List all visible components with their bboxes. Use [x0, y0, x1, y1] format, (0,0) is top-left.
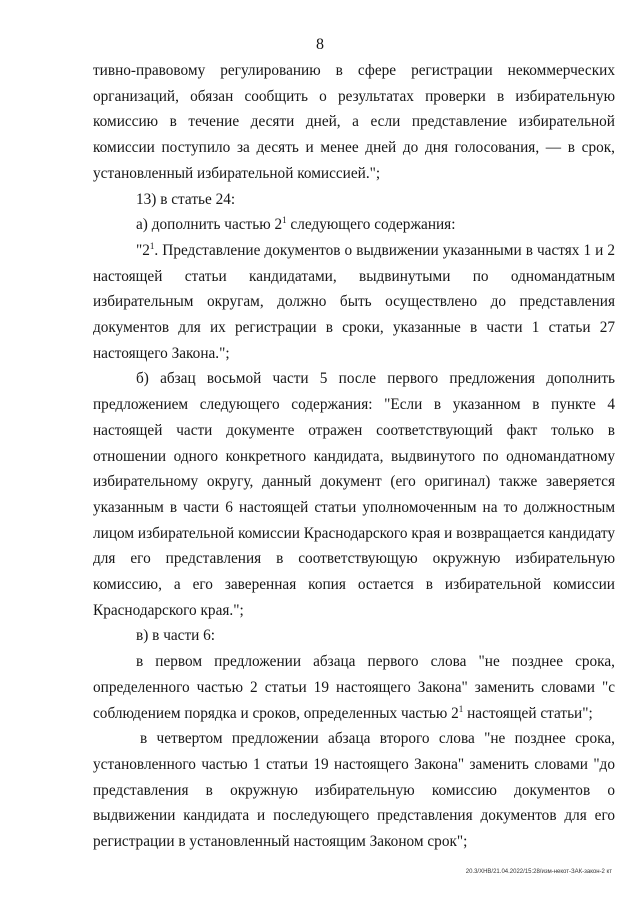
superscript: 1: [149, 240, 155, 251]
paragraph-subitem-b: б) абзац восьмой части 5 после первого предложения дополнить предложением следующего содержания: "Если в указанном в пункте 4 настоящей части документе отражен соответствующий факт только в отношении одного конкретного кандидата, выдвинутого по одномандатному избирательному округу, данный документ (его оригинал) также заверяется указанным в части 6 настоящей статьи уполномоченным на то должностным лицом избирательной комиссии Краснодарского края и возвращается кандидату для его представления в соответствующую окружную избирательную комиссию, а его заверенная копия остается в избирательной комиссии Краснодарского края.";: [93, 370, 615, 619]
text-segment: а) дополнить частью 2: [136, 216, 283, 234]
text-segment: настоящей статьи";: [463, 704, 593, 722]
text-segment: "2: [136, 241, 150, 259]
paragraph-subitem-a: [93, 212, 615, 238]
text-segment: в первом предложении абзаца первого слова "не позднее срока, определенного частью 2 статьи 19 настоящего Закона" заменить словами "с соблюдением порядка и сроков, определенных частью 2: [93, 653, 615, 722]
paragraph-quote-part-2-1: [93, 238, 615, 367]
text-segment: следующего содержания:: [286, 216, 456, 234]
paragraph-item-13: 13) в статье 24:: [136, 190, 236, 208]
document-body: [93, 58, 615, 855]
paragraph-amendment-first: [93, 649, 615, 726]
superscript: 1: [458, 703, 464, 714]
text-segment: . Представление документов о выдвижении указанными в частях 1 и 2 настоящей статьи кандидатами, выдвинутыми по одномандатным избирательным округам, должно быть осуществлено до представления документов для их регистрации в сроки, указанные в части 1 статьи 27 настоящего Закона.";: [93, 241, 615, 362]
document-footer: 20.3/ХНВ/21.04.2022/15:28/изм-некот-ЗАК-закон-2 кт: [465, 869, 612, 875]
paragraph-amendment-fourth: в четвертом предложении абзаца второго слова "не позднее срока, установленного частью 1 статьи 19 настоящего Закона" заменить словами "до представления в окружную избирательную комиссию документов о выдвижении кандидата и последующего представления документов для его регистрации в установленный настоящим Законом срок";: [93, 730, 615, 851]
page-number: 8: [316, 36, 324, 53]
superscript: 1: [282, 215, 287, 226]
paragraph-continuation: тивно-правовому регулированию в сфере регистрации некоммерческих организаций, обязан сообщить о результатах проверки в избирательную комиссию в течение десяти дней, а если представление избирательной комиссии поступило за десять и менее дней до дня голосования, — в срок, установленный избирательной комиссией.";: [93, 62, 615, 182]
paragraph-subitem-v: в) в части 6:: [136, 627, 216, 645]
